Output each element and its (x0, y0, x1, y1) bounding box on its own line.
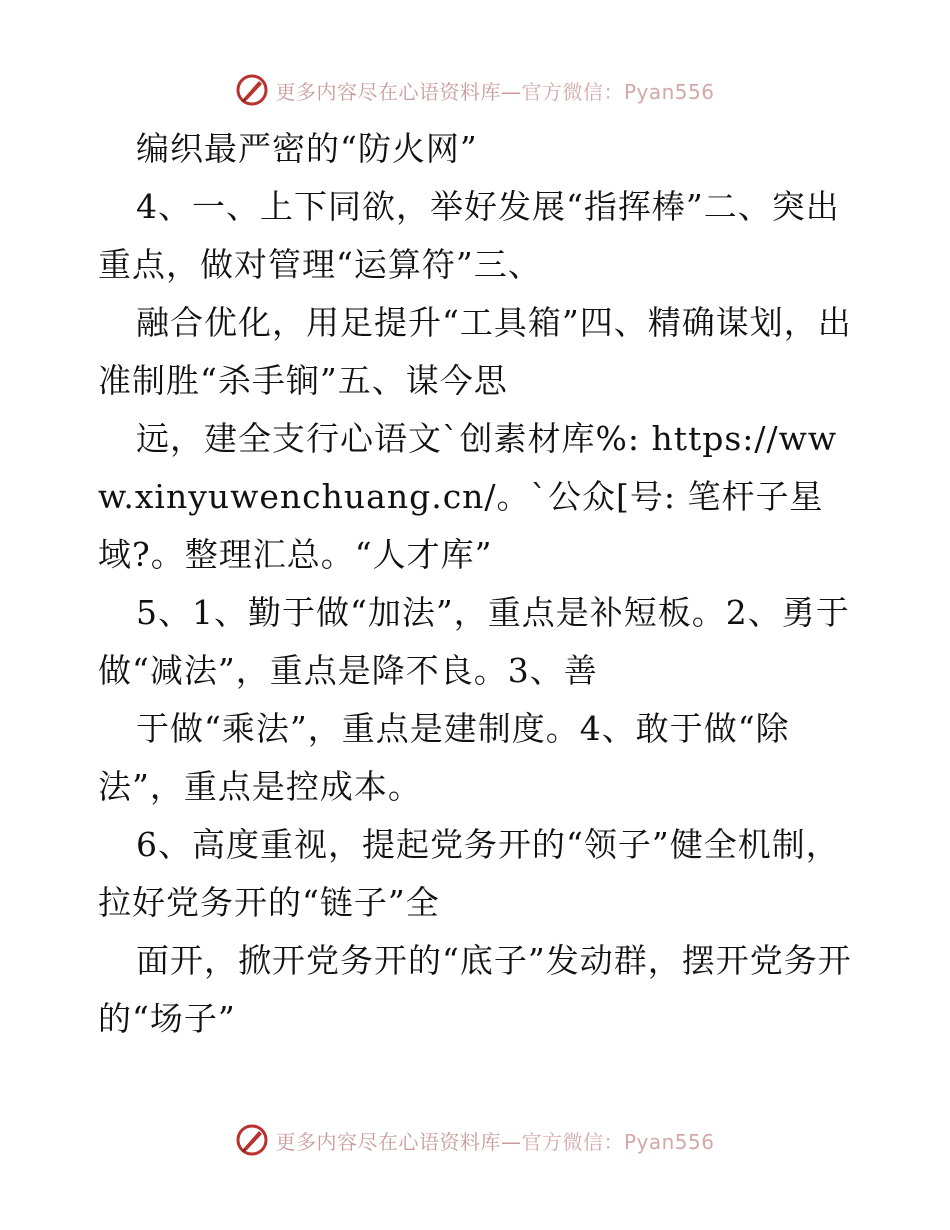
header-banner (0, 70, 950, 110)
footer-banner-title: 更多内容尽在心语资料库— (275, 1129, 522, 1154)
header-banner-contact: 官方微信：Pyan556 (521, 79, 715, 104)
paragraph: 远，建全支行心语文`创素材库%: https://www.xinyuwenchuang.cn/。`公众[号: 笔杆子星域?。整理汇总。“人才库” (98, 419, 838, 574)
paragraph: 融合优化，用足提升“工具箱”四、精确谋划，出准制胜“杀手锏”五、谋今思 (98, 303, 852, 400)
paragraph: 面开，掀开党务开的“底子”发动群，摆开党务开的“场子” (98, 941, 852, 1038)
header-banner-title: 更多内容尽在心语资料库— (275, 79, 522, 104)
paragraph: 于做“乘法”，重点是建制度。4、敢于做“除法”，重点是控成本。 (98, 709, 790, 806)
pen-seal-logo-icon (235, 1123, 269, 1157)
document-body (98, 120, 858, 1048)
paragraph: 4、一、上下同欲，举好发展“指挥棒”二、突出重点，做对管理“运算符”三、 (98, 187, 840, 284)
paragraph: 6、高度重视，提起党务开的“领子”健全机制，拉好党务开的“链子”全 (98, 825, 840, 922)
footer-banner-contact: 官方微信：Pyan556 (521, 1129, 715, 1154)
footer-banner-text (275, 1126, 714, 1155)
pen-seal-logo-icon (235, 73, 269, 107)
header-banner-text (275, 76, 714, 105)
paragraph: 编织最严密的“防火网” (136, 129, 478, 168)
footer-banner (0, 1120, 950, 1160)
paragraph: 5、1、勤于做“加法”，重点是补短板。2、勇于做“减法”，重点是降不良。3、善 (98, 593, 850, 690)
